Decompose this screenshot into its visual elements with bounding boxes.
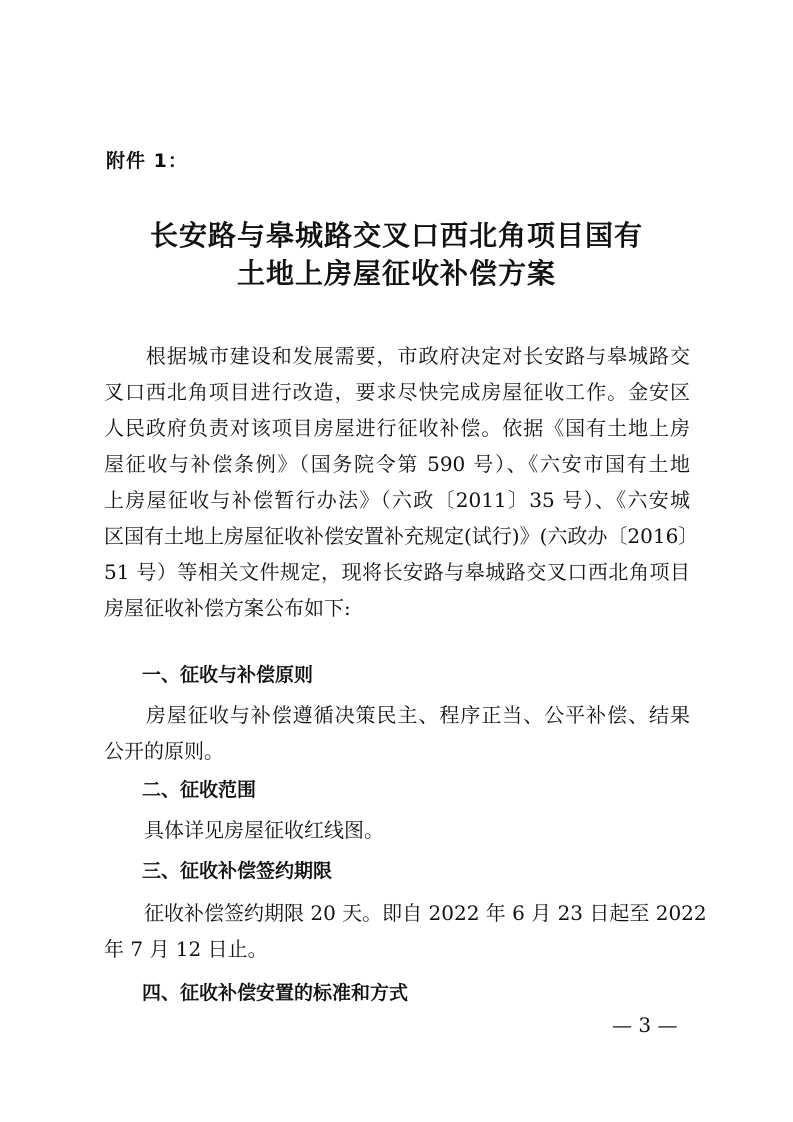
paragraph-line: 年 7 月 12 日止。 — [104, 937, 268, 961]
intro-line: 根据城市建设和发展需要，市政府决定对长安路与皋城路交 — [104, 344, 690, 368]
paragraph-line: 具体详见房屋征收红线图。 — [104, 818, 384, 842]
intro-line: 51 号）等相关文件规定，现将长安路与皋城路交叉口西北角项目 — [104, 560, 690, 584]
intro-line: 区国有土地上房屋征收补偿安置补充规定(试行)》(六政办〔2016〕 — [104, 524, 699, 548]
paragraph-line: 征收补偿签约期限 20 天。即自 2022 年 6 月 23 日起至 2022 — [104, 901, 707, 925]
document-title-line-1: 长安路与皋城路交叉口西北角项目国有 — [149, 219, 643, 252]
paragraph-line: 房屋征收与补偿遵循决策民主、程序正当、公平补偿、结果 — [104, 703, 690, 727]
section-heading-principles: 一、征收与补偿原则 — [142, 664, 314, 686]
section-heading-standards: 四、征收补偿安置的标准和方式 — [142, 982, 409, 1004]
section-heading-scope: 二、征收范围 — [142, 779, 257, 801]
intro-line: 房屋征收补偿方案公布如下: — [104, 596, 351, 620]
intro-line: 屋征收与补偿条例》（国务院令第 590 号）、《六安市国有土地 — [104, 452, 690, 476]
intro-line: 叉口西北角项目进行改造，要求尽快完成房屋征收工作。金安区 — [104, 380, 690, 404]
document-title-line-2: 土地上房屋征收补偿方案 — [236, 257, 556, 290]
intro-line: 上房屋征收与补偿暂行办法》（六政〔2011〕35 号）、《六安城 — [104, 488, 690, 512]
attachment-label: 附件 1： — [106, 150, 188, 172]
intro-line: 人民政府负责对该项目房屋进行征收补偿。依据《国有土地上房 — [104, 416, 690, 440]
paragraph-line: 公开的原则。 — [104, 739, 224, 763]
page-number: — 3 — — [612, 1013, 678, 1037]
section-heading-deadline: 三、征收补偿签约期限 — [142, 860, 333, 882]
